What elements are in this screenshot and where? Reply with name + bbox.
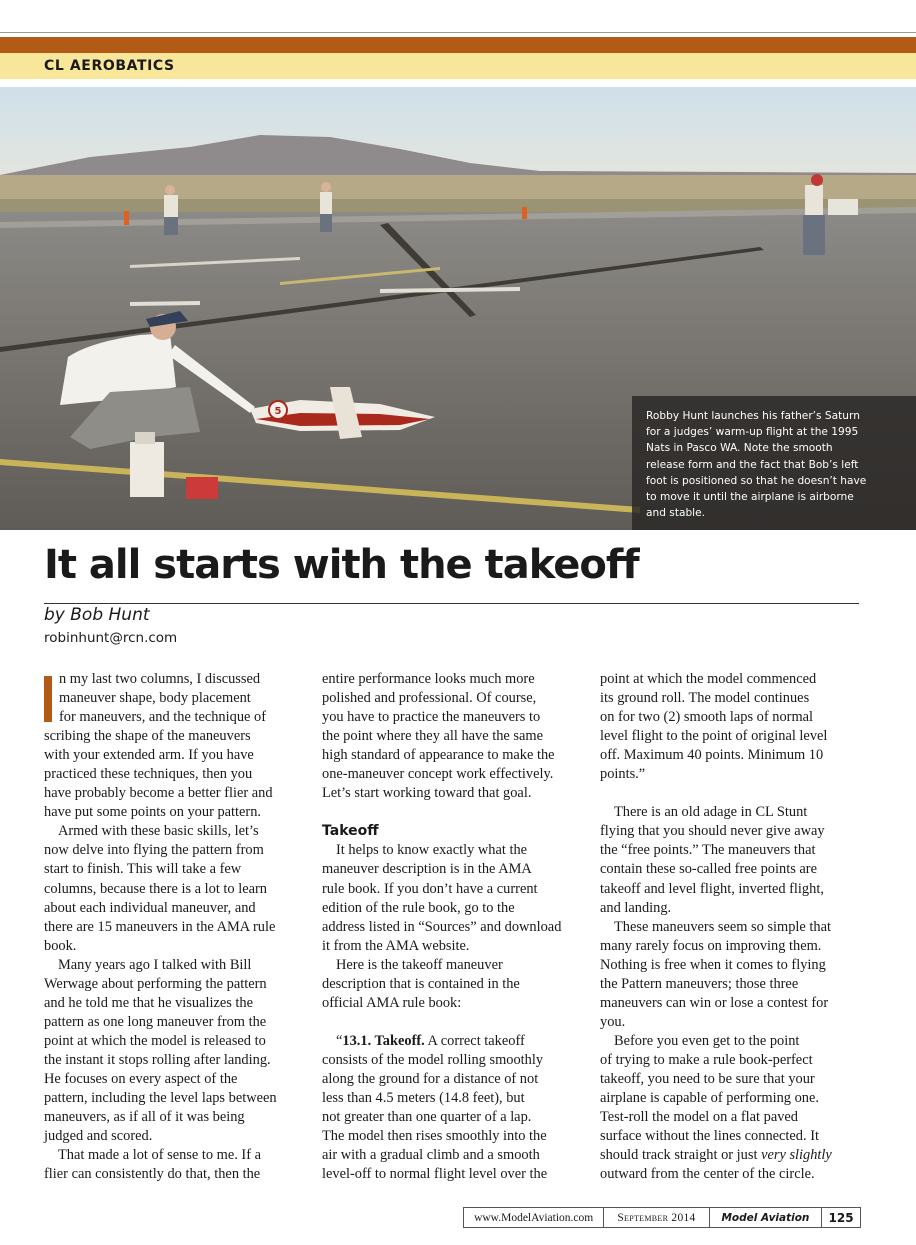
text-line: practiced these techniques, then you	[44, 766, 253, 783]
text-line: address listed in “Sources” and download	[322, 918, 562, 935]
text-line: off. Maximum 40 points. Minimum 10	[600, 747, 824, 764]
text-line: not greater than one quarter of a lap.	[322, 1109, 532, 1126]
text-line: now delve into flying the pattern from	[44, 842, 264, 859]
text-line	[600, 784, 862, 803]
text-line: with your extended arm. If you have	[44, 747, 254, 764]
text-line: for maneuvers, and the technique of	[59, 709, 266, 726]
footer-issue: September 2014	[604, 1208, 709, 1227]
caption-line: for a judges’ warm-up flight at the 1995	[646, 426, 859, 439]
text-line: edition of the rule book, go to the	[322, 899, 515, 916]
text-line: its ground roll. The model continues	[600, 690, 810, 707]
text-line: maneuvers, as if all of it was being	[44, 1109, 245, 1126]
caption-line: Robby Hunt launches his father’s Saturn	[646, 410, 860, 422]
caption-line: and stable.	[646, 507, 706, 520]
text-line: high standard of appearance to make the	[322, 747, 555, 764]
text-line: He focuses on every aspect of the	[44, 1070, 238, 1087]
caption-line: release form and the fact that Bob’s left	[646, 458, 859, 471]
page-footer	[463, 1207, 861, 1228]
text-line: on for two (2) smooth laps of normal	[600, 709, 814, 726]
text-line: Nothing is free when it comes to flying	[600, 956, 826, 973]
text-line: “13.1. Takeoff. A correct takeoff	[336, 1032, 525, 1049]
text-line: Let’s start working toward that goal.	[322, 785, 532, 802]
section-label: CL AEROBATICS	[44, 58, 175, 74]
text-line: and landing.	[600, 899, 672, 916]
text-line: pattern as one long maneuver from the	[44, 1013, 267, 1030]
text-line: level-off to normal flight level over the	[322, 1166, 548, 1183]
top-rule	[0, 32, 916, 33]
text-line: book.	[44, 937, 77, 954]
text-line: there are 15 maneuvers in the AMA rule	[44, 918, 276, 935]
text-line: the “free points.” The maneuvers that	[600, 842, 816, 859]
text-line: There is an old adage in CL Stunt	[614, 804, 808, 821]
text-line: n my last two columns, I discussed	[59, 671, 261, 687]
text-line: points.”	[600, 766, 646, 783]
text-line: The model then rises smoothly into the	[322, 1128, 547, 1145]
text-line: maneuver shape, body placement	[59, 690, 251, 707]
text-line: It helps to know exactly what the	[336, 842, 528, 859]
caption-line: foot is positioned so that he doesn’t have	[646, 474, 867, 487]
text-line: point at which the model commenced	[600, 671, 817, 687]
text-line: point at which the model is released to	[44, 1032, 266, 1049]
text-line: Armed with these basic skills, let’s	[58, 823, 259, 840]
text-line: you.	[600, 1013, 626, 1030]
text-line: along the ground for a distance of not	[322, 1070, 539, 1087]
text-line: Werwage about performing the pattern	[44, 975, 267, 992]
text-line: Test-roll the model on a flat paved	[600, 1109, 798, 1126]
footer-url: www.ModelAviation.com	[464, 1208, 604, 1227]
text-line: less than 4.5 meters (14.8 feet), but	[322, 1090, 525, 1107]
text-line: consists of the model rolling smoothly	[322, 1051, 544, 1068]
article-column-1	[44, 670, 306, 1184]
article-title: It all starts with the takeoff	[44, 542, 639, 588]
text-line: entire performance looks much more	[322, 671, 535, 687]
text-line: takeoff and level flight, inverted flight,	[600, 880, 824, 897]
text-line	[322, 1013, 584, 1032]
text-line: That made a lot of sense to me. If a	[58, 1147, 261, 1164]
article-column-2	[322, 670, 584, 1184]
section-color-band	[0, 37, 916, 53]
text-line: pattern, including the level laps between	[44, 1090, 277, 1107]
text-line: level flight to the point of original level	[600, 728, 828, 745]
text-line: description that is contained in the	[322, 975, 520, 992]
text-line: you have to practice the maneuvers to	[322, 709, 541, 726]
section-subhead: Takeoff	[322, 823, 379, 840]
text-line: Here is the takeoff maneuver	[336, 956, 503, 973]
text-line: outward from the center of the circle.	[600, 1166, 815, 1183]
text-line: maneuvers can win or lose a contest for	[600, 994, 829, 1011]
photo-caption	[646, 408, 908, 521]
text-line: polished and professional. Of course,	[322, 690, 537, 707]
author-email: robinhunt@rcn.com	[44, 630, 178, 646]
text-line: one-maneuver concept work effectively.	[322, 766, 554, 783]
text-line: These maneuvers seem so simple that	[614, 918, 831, 935]
text-line: flying that you should never give away	[600, 823, 825, 840]
text-line: it from the AMA website.	[322, 937, 470, 954]
text-line: have put some points on your pattern.	[44, 804, 262, 821]
text-line: the Pattern maneuvers; those three	[600, 975, 799, 992]
text-line: surface without the lines connected. It	[600, 1128, 819, 1145]
text-line: the point where they all have the same	[322, 728, 543, 745]
text-line: airplane is capable of performing one.	[600, 1090, 819, 1107]
text-line: and he told me that he visualizes the	[44, 994, 254, 1011]
article-column-3	[600, 670, 862, 1184]
footer-magazine: Model Aviation	[710, 1208, 822, 1227]
text-line: start to finish. This will take a few	[44, 861, 242, 878]
text-line: columns, because there is a lot to learn	[44, 880, 267, 897]
text-line: Before you even get to the point	[614, 1032, 800, 1049]
text-line: the instant it stops rolling after landing.	[44, 1051, 271, 1068]
text-line: contain these so-called free points are	[600, 861, 817, 878]
text-line: maneuver description is in the AMA	[322, 861, 532, 878]
text-line: takeoff, you need to be sure that your	[600, 1070, 815, 1087]
plane-number: 5	[274, 406, 282, 417]
text-line: many rarely focus on improving them.	[600, 937, 822, 954]
text-line: flier can consistently do that, then the	[44, 1166, 261, 1183]
article-byline: by Bob Hunt	[44, 605, 150, 625]
text-line: about each individual maneuver, and	[44, 899, 256, 916]
text-line: scribing the shape of the maneuvers	[44, 728, 251, 745]
text-line: judged and scored.	[44, 1128, 153, 1145]
text-line: of trying to make a rule book-perfect	[600, 1051, 813, 1068]
text-line: should track straight or just very slightly	[600, 1147, 832, 1164]
text-line	[322, 803, 584, 822]
page-number: 125	[828, 1210, 854, 1225]
title-rule	[44, 603, 859, 604]
caption-line: Nats in Pasco WA. Note the smooth	[646, 442, 833, 455]
text-line: have probably become a better flier and	[44, 785, 273, 802]
caption-line: to move it until the airplane is airborne	[646, 491, 854, 504]
text-line: official AMA rule book:	[322, 994, 462, 1011]
text-line: air with a gradual climb and a smooth	[322, 1147, 540, 1164]
text-line: Many years ago I talked with Bill	[58, 956, 252, 973]
text-line: rule book. If you don’t have a current	[322, 880, 538, 897]
